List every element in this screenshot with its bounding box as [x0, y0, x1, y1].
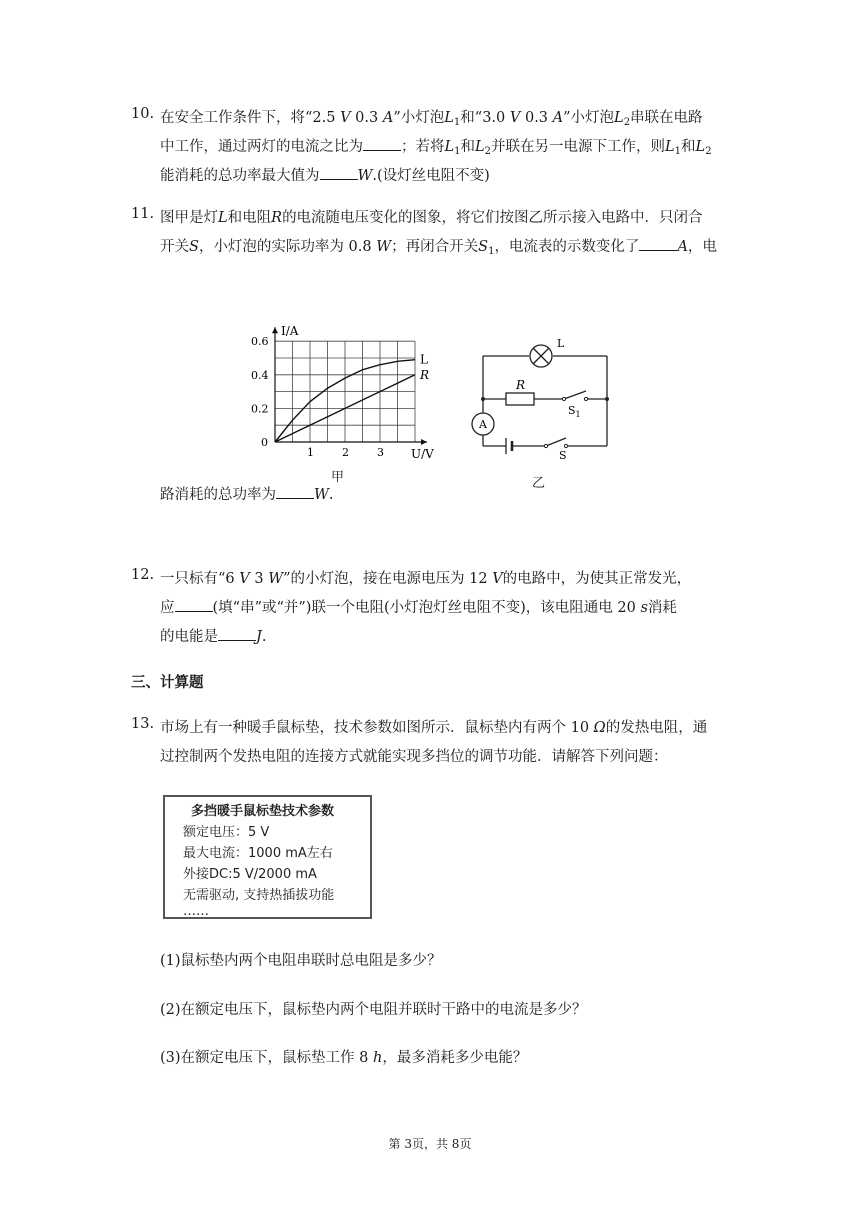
answer-blank [639, 238, 677, 251]
origin-label: 0 [261, 436, 268, 449]
q10-number: 10. [131, 106, 155, 122]
resistor-icon [506, 393, 534, 405]
chart-axes [272, 327, 430, 445]
series-label-R: R [420, 367, 430, 382]
q10-line1: 在安全工作条件下，将“2.5 V 0.3 A”小灯泡$L_1$和“3.0 V 0.3 A”小灯泡$L_2$串联在电路 [160, 110, 703, 128]
spec-line: …… [183, 904, 209, 919]
answer-blank [175, 599, 213, 612]
switch-contact [584, 397, 587, 400]
q13-part3: (3)在额定电压下，鼠标垫工作 8 h，最多消耗多少电能？ [160, 1050, 528, 1066]
q13-line1: 市场上有一种暖手鼠标垫，技术参数如图所示．鼠标垫内有两个 10 Ω的发热电阻，通 [160, 720, 708, 736]
q12-line3: 的电能是 J. [160, 629, 267, 645]
q11-line3: 路消耗的总功率为 W. [160, 487, 334, 503]
caption-jia: 甲 [331, 470, 345, 485]
q12-number: 12. [131, 567, 155, 583]
x-tick-label: 3 [377, 446, 384, 459]
y-axis-arrow [272, 327, 278, 333]
y-tick-label: 0.4 [251, 368, 269, 382]
q12-line2: 应 (填“串”或“并”)联一个电阻(小灯泡灯丝电阻不变)，该电阻通电 20 s消耗 [160, 600, 677, 616]
spec-line: 外接DC:5 V/2000 mA [183, 867, 317, 882]
junction-dot [605, 397, 609, 401]
spec-box [163, 795, 372, 919]
switch-s-label: S [559, 449, 567, 462]
ammeter-label: A [479, 418, 487, 431]
q13-number: 13. [131, 716, 155, 732]
answer-blank [320, 167, 358, 180]
caption-yi: 乙 [532, 476, 546, 491]
switch-contact [564, 444, 567, 447]
q11-line1: 图甲是灯L和电阻R的电流随电压变化的图象，将它们按图乙所示接入电路中．只闭合 [160, 210, 703, 226]
spec-line: 无需驱动, 支持热插拔功能 [183, 888, 335, 903]
section-title: 三、计算题 [131, 674, 204, 691]
answer-blank [276, 486, 314, 499]
q13-line2: 过控制两个发热电阻的连接方式就能实现多挡位的调节功能．请解答下列问题： [160, 749, 668, 765]
switch-s1-label: $S_1$ [568, 404, 581, 419]
answer-blank [363, 138, 401, 151]
y-tick-label: 0.6 [251, 335, 269, 349]
junction-dot [481, 397, 485, 401]
y-axis-label: I/A [281, 324, 299, 339]
chart-grid [275, 341, 415, 442]
x-tick-label: 1 [307, 446, 314, 459]
q13-part1: (1)鼠标垫内两个电阻串联时总电阻是多少？ [160, 953, 442, 969]
spec-line: 最大电流：1000 mA左右 [183, 846, 333, 861]
q11-line2: 开关S，小灯泡的实际功率为 0.8 W；再闭合开关$S_1$，电流表的示数变化了 A，电 [160, 239, 717, 257]
resistor-label: R [516, 378, 526, 392]
lamp-label: L [557, 337, 565, 350]
spec-title: 多挡暖手鼠标垫技术参数 [191, 804, 335, 819]
x-axis-arrow [421, 439, 427, 445]
y-tick-label: 0.2 [251, 402, 269, 416]
switch-contact [544, 444, 547, 447]
iu-chart [250, 306, 434, 466]
q13-part2: (2)在额定电压下，鼠标垫内两个电阻并联时干路中的电流是多少？ [160, 1002, 587, 1018]
switch-contact [562, 397, 565, 400]
spec-line: 额定电压：5 V [183, 825, 270, 840]
page-footer: 第 3页，共 8页 [388, 1137, 472, 1151]
switch-s-icon [546, 438, 566, 446]
x-tick-label: 2 [342, 446, 349, 459]
switch-s1-icon [564, 391, 586, 399]
circuit-diagram [466, 336, 616, 460]
answer-blank [218, 628, 256, 641]
q10-line2: 中工作，通过两灯的电流之比为 ；若将$L_1$和$L_2$并联在另一电源下工作，则$L_1$和$L_2$ [160, 139, 712, 157]
q11-number: 11. [131, 206, 155, 222]
series-label-L: L [420, 352, 428, 367]
q12-line1: 一只标有“6 V 3 W”的小灯泡，接在电源电压为 12 V的电路中，为使其正常发光， [160, 571, 692, 587]
x-axis-label: U/V [411, 447, 434, 461]
q10-line3: 能消耗的总功率最大值为 W.(设灯丝电阻不变) [160, 168, 490, 184]
